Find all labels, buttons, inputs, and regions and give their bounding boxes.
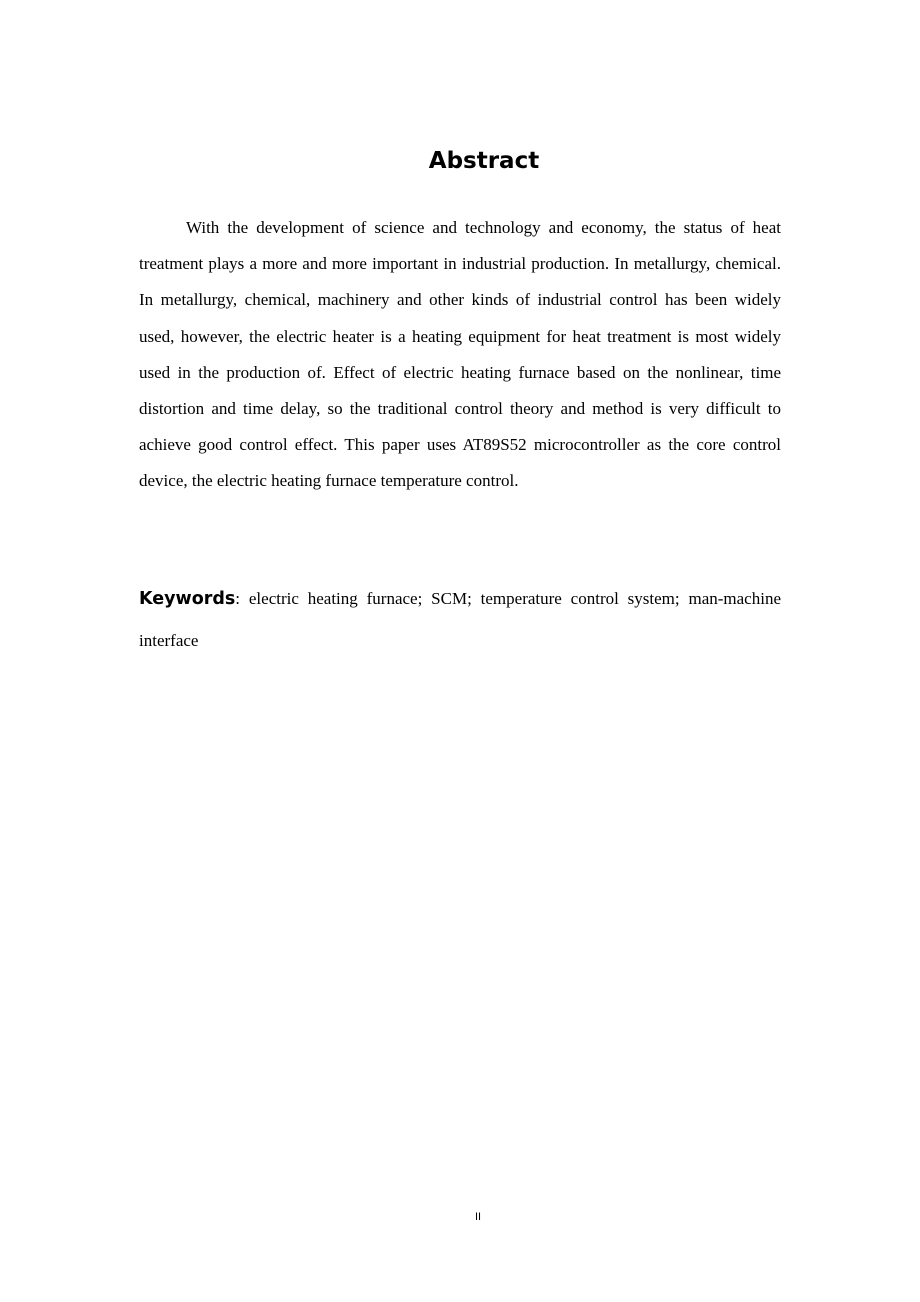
page-number: II — [474, 1211, 482, 1223]
keywords-label: Keywords — [139, 589, 236, 609]
keywords-text: : electric heating furnace; SCM; temperature control system; man-machine interface — [139, 589, 781, 650]
keywords-line — [139, 578, 781, 661]
page-title: Abstract — [428, 148, 540, 174]
abstract-paragraph: With the development of science and technology and economy, the status of heat treatment plays a more and more important in industrial production. In metallurgy, chemical. In metallurgy, chemical, machinery and other kinds of industrial control has been widely used, however, the electric heater is a heating equipment for heat treatment is most widely used in the production of. Effect of electric heating furnace based on the nonlinear, time distortion and time delay, so the traditional control theory and method is very difficult to achieve good control effect. This paper uses AT89S52 microcontroller as the core control device, the electric heating furnace temperature control. — [139, 218, 781, 491]
